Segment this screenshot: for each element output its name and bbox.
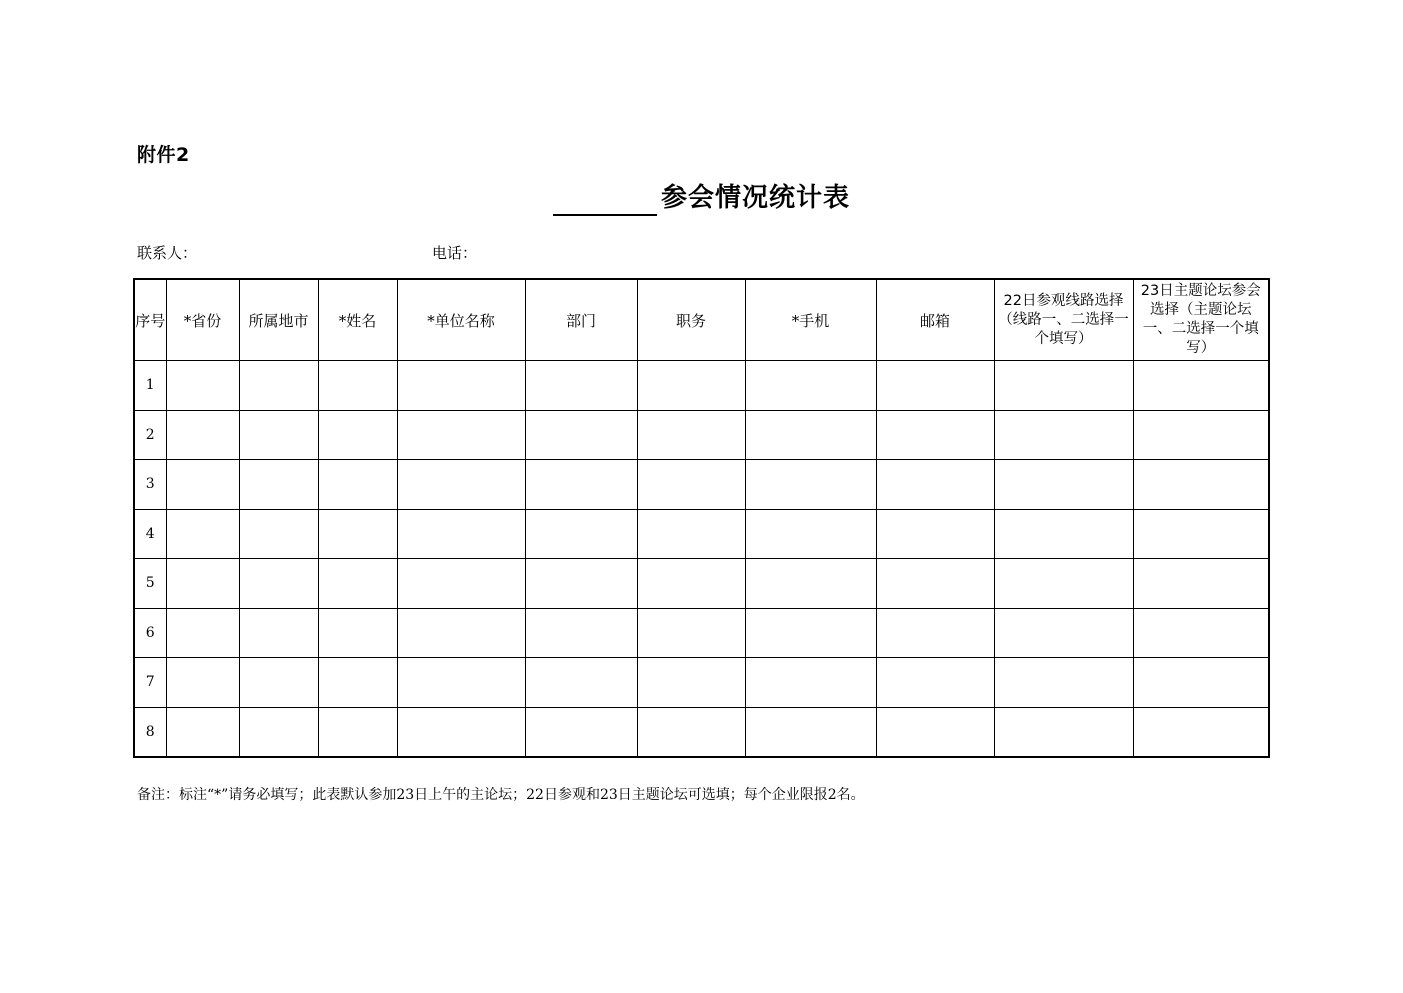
- name-cell[interactable]: [318, 608, 397, 658]
- name-cell[interactable]: [318, 361, 397, 411]
- position-cell[interactable]: [637, 460, 745, 510]
- forum-choice-cell[interactable]: [1133, 707, 1269, 757]
- column-header-email: 邮箱: [876, 279, 994, 361]
- row-index-cell: 4: [134, 509, 166, 559]
- email-cell[interactable]: [876, 361, 994, 411]
- province-cell[interactable]: [166, 707, 239, 757]
- table-row: [134, 509, 1269, 559]
- department-cell[interactable]: [525, 361, 637, 411]
- province-cell[interactable]: [166, 361, 239, 411]
- column-header-visit-route: 22日参观线路选择（线路一、二选择一个填写）: [994, 279, 1133, 361]
- forum-choice-cell[interactable]: [1133, 460, 1269, 510]
- email-cell[interactable]: [876, 509, 994, 559]
- contact-person-label: 联系人：: [137, 244, 198, 262]
- page-title: 参会情况统计表: [660, 183, 850, 213]
- attachment-label: 附件2: [137, 144, 190, 166]
- organization-cell[interactable]: [397, 608, 525, 658]
- city-cell[interactable]: [239, 460, 318, 510]
- mobile-cell[interactable]: [745, 707, 876, 757]
- city-cell[interactable]: [239, 658, 318, 708]
- position-cell[interactable]: [637, 559, 745, 609]
- column-header-name: *姓名: [318, 279, 397, 361]
- organization-cell[interactable]: [397, 410, 525, 460]
- column-header-forum-choice: 23日主题论坛参会选择（主题论坛一、二选择一个填写）: [1133, 279, 1269, 361]
- department-cell[interactable]: [525, 509, 637, 559]
- name-cell[interactable]: [318, 559, 397, 609]
- city-cell[interactable]: [239, 559, 318, 609]
- department-cell[interactable]: [525, 658, 637, 708]
- city-cell[interactable]: [239, 608, 318, 658]
- mobile-cell[interactable]: [745, 460, 876, 510]
- footnote: 备注：标注“*”请务必填写；此表默认参加23日上午的主论坛；22日参观和23日主题论坛可选填；每个企业限报2名。: [137, 787, 865, 803]
- department-cell[interactable]: [525, 608, 637, 658]
- forum-choice-cell[interactable]: [1133, 509, 1269, 559]
- organization-cell[interactable]: [397, 707, 525, 757]
- mobile-cell[interactable]: [745, 658, 876, 708]
- row-index-cell: 6: [134, 608, 166, 658]
- position-cell[interactable]: [637, 509, 745, 559]
- registration-table: [133, 278, 1270, 758]
- email-cell[interactable]: [876, 410, 994, 460]
- row-index-cell: 7: [134, 658, 166, 708]
- visit-route-cell[interactable]: [994, 559, 1133, 609]
- name-cell[interactable]: [318, 707, 397, 757]
- position-cell[interactable]: [637, 608, 745, 658]
- name-cell[interactable]: [318, 460, 397, 510]
- email-cell[interactable]: [876, 559, 994, 609]
- province-cell[interactable]: [166, 559, 239, 609]
- province-cell[interactable]: [166, 460, 239, 510]
- position-cell[interactable]: [637, 658, 745, 708]
- email-cell[interactable]: [876, 658, 994, 708]
- column-header-department: 部门: [525, 279, 637, 361]
- phone-label: 电话：: [432, 244, 478, 262]
- position-cell[interactable]: [637, 707, 745, 757]
- table-row: [134, 559, 1269, 609]
- visit-route-cell[interactable]: [994, 410, 1133, 460]
- organization-cell[interactable]: [397, 361, 525, 411]
- mobile-cell[interactable]: [745, 410, 876, 460]
- table-row: [134, 410, 1269, 460]
- visit-route-cell[interactable]: [994, 460, 1133, 510]
- row-index-cell: 3: [134, 460, 166, 510]
- forum-choice-cell[interactable]: [1133, 559, 1269, 609]
- title-blank-underline: [553, 182, 657, 216]
- organization-cell[interactable]: [397, 460, 525, 510]
- forum-choice-cell[interactable]: [1133, 658, 1269, 708]
- mobile-cell[interactable]: [745, 361, 876, 411]
- visit-route-cell[interactable]: [994, 658, 1133, 708]
- column-header-mobile: *手机: [745, 279, 876, 361]
- province-cell[interactable]: [166, 658, 239, 708]
- forum-choice-cell[interactable]: [1133, 361, 1269, 411]
- email-cell[interactable]: [876, 460, 994, 510]
- email-cell[interactable]: [876, 608, 994, 658]
- city-cell[interactable]: [239, 410, 318, 460]
- position-cell[interactable]: [637, 410, 745, 460]
- position-cell[interactable]: [637, 361, 745, 411]
- province-cell[interactable]: [166, 608, 239, 658]
- email-cell[interactable]: [876, 707, 994, 757]
- mobile-cell[interactable]: [745, 608, 876, 658]
- table-row: [134, 658, 1269, 708]
- table-row: [134, 460, 1269, 510]
- organization-cell[interactable]: [397, 509, 525, 559]
- department-cell[interactable]: [525, 410, 637, 460]
- forum-choice-cell[interactable]: [1133, 608, 1269, 658]
- row-index-cell: 5: [134, 559, 166, 609]
- organization-cell[interactable]: [397, 658, 525, 708]
- city-cell[interactable]: [239, 707, 318, 757]
- name-cell[interactable]: [318, 658, 397, 708]
- department-cell[interactable]: [525, 707, 637, 757]
- province-cell[interactable]: [166, 509, 239, 559]
- department-cell[interactable]: [525, 559, 637, 609]
- mobile-cell[interactable]: [745, 559, 876, 609]
- organization-cell[interactable]: [397, 559, 525, 609]
- visit-route-cell[interactable]: [994, 608, 1133, 658]
- column-header-organization: *单位名称: [397, 279, 525, 361]
- name-cell[interactable]: [318, 509, 397, 559]
- visit-route-cell[interactable]: [994, 509, 1133, 559]
- forum-choice-cell[interactable]: [1133, 410, 1269, 460]
- table-row: [134, 361, 1269, 411]
- column-header-city: 所属地市: [239, 279, 318, 361]
- column-header-province: *省份: [166, 279, 239, 361]
- department-cell[interactable]: [525, 460, 637, 510]
- column-header-index: 序号: [134, 279, 166, 361]
- row-index-cell: 8: [134, 707, 166, 757]
- city-cell[interactable]: [239, 509, 318, 559]
- province-cell[interactable]: [166, 410, 239, 460]
- row-index-cell: 1: [134, 361, 166, 411]
- name-cell[interactable]: [318, 410, 397, 460]
- row-index-cell: 2: [134, 410, 166, 460]
- visit-route-cell[interactable]: [994, 361, 1133, 411]
- column-header-position: 职务: [637, 279, 745, 361]
- table-header-row: [134, 279, 1269, 361]
- table-row: [134, 608, 1269, 658]
- mobile-cell[interactable]: [745, 509, 876, 559]
- visit-route-cell[interactable]: [994, 707, 1133, 757]
- table-row: [134, 707, 1269, 757]
- city-cell[interactable]: [239, 361, 318, 411]
- title-row: [0, 176, 1403, 216]
